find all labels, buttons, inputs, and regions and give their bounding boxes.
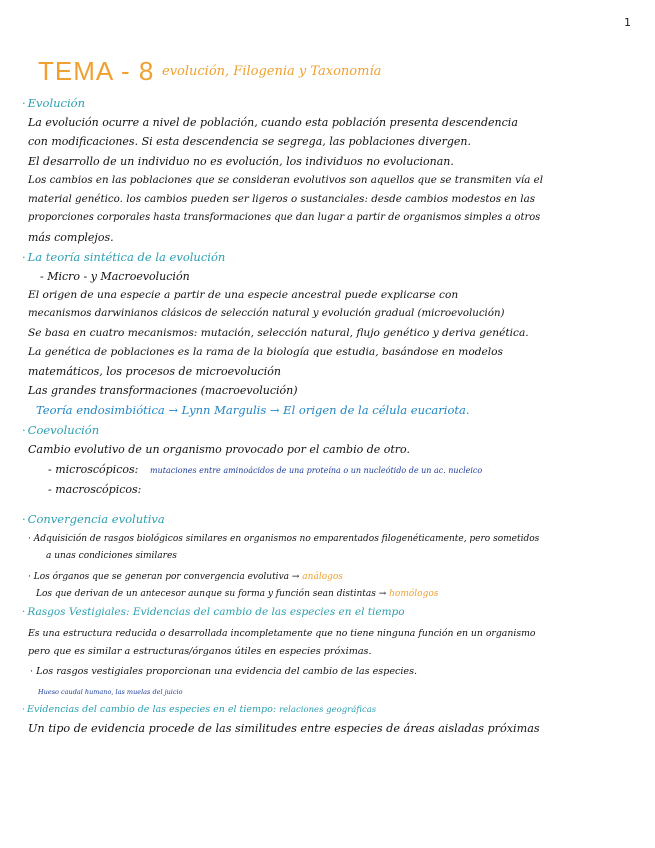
micro-note: mutaciones entre aminoácidos de una proteína o un nucleótido de un ac. nucleico	[150, 466, 483, 475]
vestigiales-note: Hueso caudal humano, las muelas del juicio	[38, 688, 183, 696]
heading-evolucion-text: Evolución	[27, 96, 86, 110]
bullet-dot-icon: ·	[22, 96, 26, 110]
convergencia-line: a unas condiciones similares	[46, 551, 177, 561]
evolucion-line: con modificaciones. Si esta descendencia se segrega, las poblaciones divergen.	[28, 135, 471, 148]
heading-teoria-sintetica	[22, 250, 225, 264]
bullet-dot-icon: ·	[22, 250, 26, 264]
heading-vestigiales	[22, 606, 405, 618]
analogos-text: · Los órganos que se generan por convergencia evolutiva →	[28, 572, 300, 582]
page-title: TEMA - 8	[38, 56, 155, 86]
vestigiales-line: pero que es similar a estructuras/órganos útiles en especies próximas.	[28, 646, 372, 657]
vestigiales-line: · Los rasgos vestigiales proporcionan una evidencia del cambio de las especies.	[30, 666, 418, 677]
bullet-dot-icon: ·	[22, 606, 26, 618]
teoria-line: matemáticos, los procesos de microevolución	[28, 365, 281, 378]
vestigiales-line: Es una estructura reducida o desarrollada incompletamente que no tiene ninguna función en un organismo	[28, 628, 536, 639]
evolucion-line: La evolución ocurre a nivel de población, cuando esta población presenta descendencia	[28, 116, 518, 129]
homologos-text: Los que derivan de un antecesor aunque su forma y función sean distintas →	[36, 589, 387, 599]
heading-vestigiales-text: Rasgos Vestigiales: Evidencias del cambio de las especies en el tiempo	[27, 606, 405, 618]
geograficas-line: Un tipo de evidencia procede de las similitudes entre especies de áreas aisladas próximas	[28, 722, 540, 735]
convergencia-line	[36, 589, 438, 599]
page-subtitle: evolución, Filogenia y Taxonomía	[162, 64, 382, 79]
heading-evolucion	[22, 96, 85, 110]
evolucion-line: El desarrollo de un individuo no es evolución, los individuos no evolucionan.	[28, 155, 454, 168]
homologos-term: homólogos	[389, 589, 439, 599]
bullet-dot-icon: ·	[22, 512, 26, 526]
teoria-line: mecanismos darwinianos clásicos de selección natural y evolución gradual (microevolución)	[28, 308, 505, 319]
macro-label: - macroscópicos:	[48, 483, 142, 496]
heading-coevolucion	[22, 423, 99, 437]
heading-geograficas-tail: relaciones geográficas	[279, 705, 377, 715]
heading-teoria-sintetica-text: La teoría sintética de la evolución	[27, 250, 226, 264]
evolucion-line: proporciones corporales hasta transformaciones que dan lugar a partir de organismos simples a otros	[28, 212, 541, 223]
heading-convergencia-text: Convergencia evolutiva	[27, 512, 165, 526]
heading-coevolucion-text: Coevolución	[27, 423, 100, 437]
bullet-dot-icon: ·	[22, 704, 26, 715]
coevolucion-line: Cambio evolutivo de un organismo provocado por el cambio de otro.	[28, 443, 410, 456]
heading-convergencia	[22, 512, 165, 526]
teoria-line: La genética de poblaciones es la rama de la biología que estudia, basándose en modelos	[28, 346, 503, 358]
analogos-term: análogos	[302, 572, 343, 582]
micro-label: - microscópicos:	[48, 463, 139, 476]
page-number: 1	[624, 16, 631, 29]
micro-macro-bullet: - Micro - y Macroevolución	[40, 270, 190, 283]
endosimbiotica-line: Teoría endosimbiótica → Lynn Margulis → El origen de la célula eucariota.	[36, 403, 470, 417]
evolucion-line: Los cambios en las poblaciones que se consideran evolutivos son aquellos que se transmiten vía el	[28, 174, 544, 186]
convergencia-line	[28, 572, 343, 582]
teoria-line: Las grandes transformaciones (macroevolución)	[28, 384, 298, 397]
heading-geograficas	[22, 704, 376, 715]
evolucion-line: más complejos.	[28, 231, 114, 244]
convergencia-line: · Adquisición de rasgos biológicos similares en organismos no emparentados filogenéticamente, pero sometidos	[28, 534, 540, 544]
teoria-line: Se basa en cuatro mecanismos: mutación, selección natural, flujo genético y deriva genética.	[28, 327, 529, 339]
evolucion-line: material genético. los cambios pueden ser ligeros o sustanciales: desde cambios modestos en las	[28, 193, 535, 205]
teoria-line: El origen de una especie a partir de una especie ancestral puede explicarse con	[28, 289, 459, 301]
heading-geograficas-text: Evidencias del cambio de las especies en el tiempo:	[27, 704, 277, 715]
bullet-dot-icon: ·	[22, 423, 26, 437]
